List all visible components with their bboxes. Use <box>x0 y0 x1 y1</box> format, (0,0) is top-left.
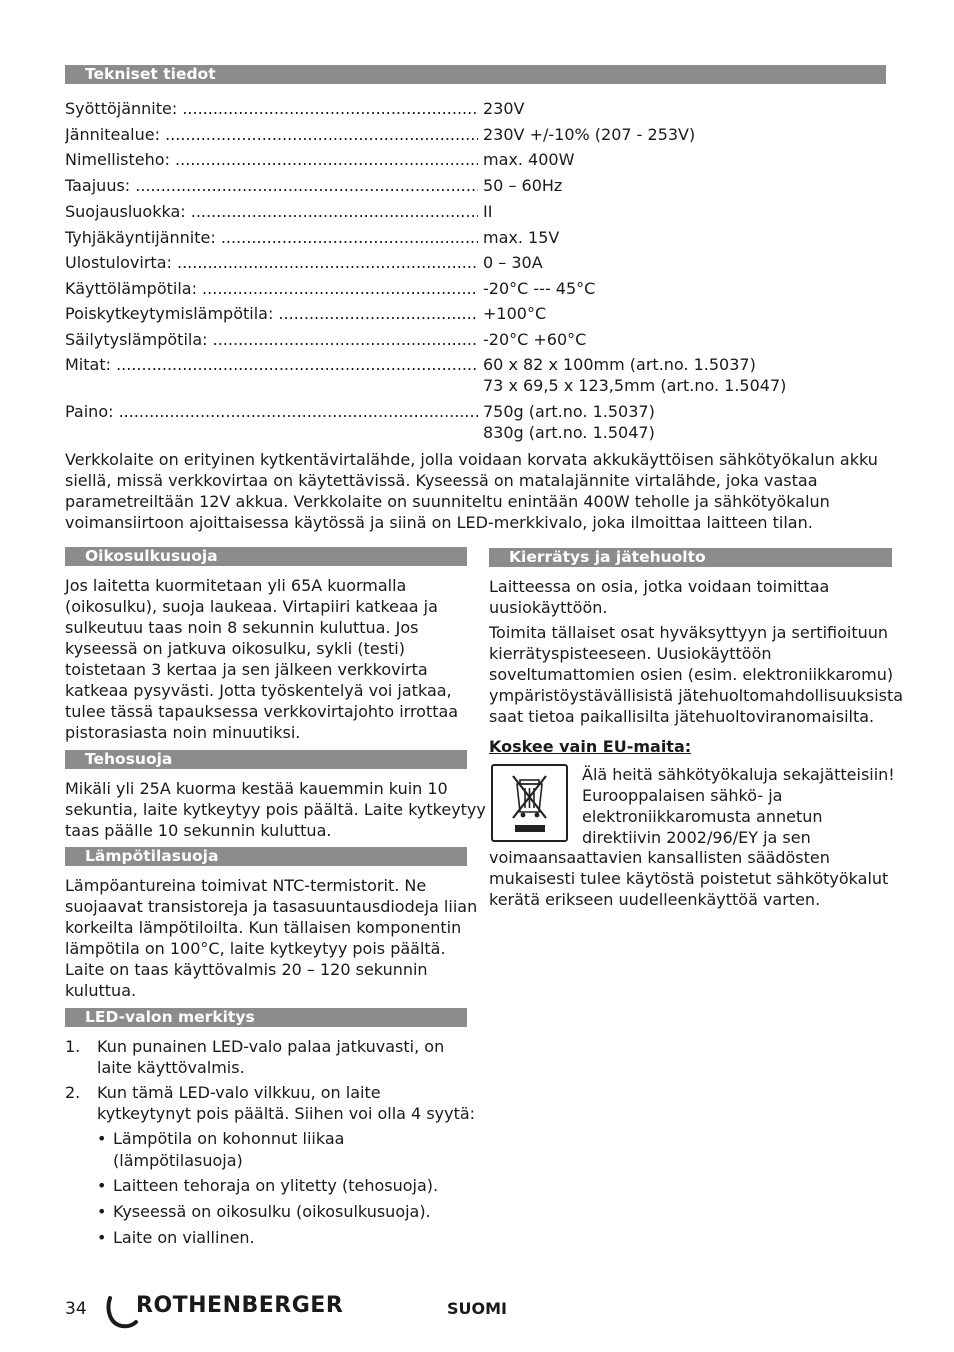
text-line: lämpötila on 100°C, laite kytkeytyy pois päältä. <box>65 939 446 958</box>
list-number: 2. <box>65 1083 81 1102</box>
list-item-text: Kun tämä LED-valo vilkkuu, on laite <box>97 1083 381 1102</box>
list-item-text: Kun punainen LED-valo palaa jatkuvasti, on <box>97 1037 445 1056</box>
section-title: Oikosulkusuoja <box>85 547 218 565</box>
spec-label: Syöttöjännite: ..... <box>65 98 478 119</box>
spec-value-line: max. 15V <box>483 228 560 247</box>
section-title: Kierrätys ja jätehuolto <box>509 548 706 566</box>
text-line: katkeaa pysyvästi. Jotta työskentelyä voi jatkaa, <box>65 681 452 700</box>
spec-value-line: 50 – 60Hz <box>483 176 563 195</box>
spec-value <box>483 149 574 170</box>
bullet-icon: • <box>97 1202 107 1221</box>
text-line: siellä, missä verkkovirtaa on käytettävissä. Kyseessä on matalajännite virtalähde, joka vastaa <box>65 471 818 490</box>
text-line: voimaansaattavien kansallisten säädösten <box>489 848 830 867</box>
spec-value <box>483 175 562 196</box>
section-header-power <box>65 750 467 769</box>
text-line: Älä heitä sähkötyökaluja sekajätteisiin! <box>582 765 895 784</box>
spec-value-line: 750g (art.no. 1.5037) <box>483 402 655 421</box>
text-line: korkeilta lämpötiloilta. Kun tällaisen komponentin <box>65 918 462 937</box>
text-line: Eurooppalaisen sähkö- ja <box>582 786 783 805</box>
bullet-text: Kyseessä on oikosulku (oikosulkusuoja). <box>113 1202 431 1221</box>
text-line: saat tietoa paikallisilta jätehuoltoviranomaisilta. <box>489 707 875 726</box>
bullet-text: Laite on viallinen. <box>113 1228 255 1247</box>
text-line: elektroniikkaromusta annetun <box>582 807 823 826</box>
text-line: toistetaan 3 kertaa ja sen jälkeen verkkovirta <box>65 660 428 679</box>
text-line: Lämpöantureina toimivat NTC-termistorit. Ne <box>65 876 427 895</box>
bullet-text: Lämpötila on kohonnut liikaa <box>113 1129 345 1148</box>
spec-value <box>483 252 543 273</box>
spec-label: Nimellisteho: ..... <box>65 149 478 170</box>
text-line: voimansiirtoon ajoittaisessa käytössä ja siinä on LED-merkkivalo, joka ilmoittaa laitteen tilan. <box>65 513 813 532</box>
spec-label: Paino: ..... <box>65 401 478 422</box>
spec-value-line: II <box>483 202 493 221</box>
rothenberger-logo-icon <box>104 1292 140 1336</box>
text-line: kuluttua. <box>65 981 137 1000</box>
text-line: suojaavat transistoreja ja tasasuuntausdiodeja liian <box>65 897 478 916</box>
section-title: LED-valon merkitys <box>85 1008 255 1026</box>
section-title: Lämpötilasuoja <box>85 847 219 865</box>
spec-value <box>483 278 595 299</box>
spec-value-line: -20°C +60°C <box>483 330 587 349</box>
text-line: Verkkolaite on erityinen kytkentävirtalähde, jolla voidaan korvata akkukäyttöisen sähkötyökalun akku <box>65 450 878 469</box>
text-line: uusiokäyttöön. <box>489 598 608 617</box>
page-number: 34 <box>65 1299 87 1319</box>
spec-value <box>483 303 546 324</box>
spec-value-line: +100°C <box>483 304 547 323</box>
bullet-text: (lämpötilasuoja) <box>113 1151 243 1170</box>
text-line: Jos laitetta kuormitetaan yli 65A kuormalla <box>65 576 407 595</box>
spec-value <box>483 354 786 396</box>
spec-value-line: 230V <box>483 99 525 118</box>
spec-label: Säilytyslämpötila: ..... <box>65 329 478 350</box>
bullet-icon: • <box>97 1176 107 1195</box>
spec-label: Suojausluokka: ..... <box>65 201 478 222</box>
spec-value <box>483 98 524 119</box>
spec-label: Käyttölämpötila: ..... <box>65 278 478 299</box>
text-line: kierrätyspisteeseen. Uusiokäyttöön <box>489 644 772 663</box>
text-line: Laite on taas käyttövalmis 20 – 120 sekunnin <box>65 960 428 979</box>
section-header-recycling <box>489 548 892 567</box>
spec-label: Taajuus: ..... <box>65 175 478 196</box>
text-line: ympäristöystävällisistä jätehuoltomahdollisuuksista <box>489 686 904 705</box>
spec-value <box>483 201 492 222</box>
text-line: tulee tässä tapauksessa verkkovirtajohto irrottaa <box>65 702 459 721</box>
section-title: Tekniset tiedot <box>85 65 216 83</box>
spec-value <box>483 124 695 145</box>
bullet-icon: • <box>97 1129 107 1148</box>
text-line: pistorasiasta noin minuutiksi. <box>65 723 301 742</box>
list-number: 1. <box>65 1037 81 1056</box>
list-item-text: laite käyttövalmis. <box>97 1058 245 1077</box>
text-line: sulkeutuu taas noin 8 sekunnin kuluttua. Jos <box>65 618 419 637</box>
spec-value <box>483 227 559 248</box>
spec-value-line: max. 400W <box>483 150 575 169</box>
spec-label: Ulostulovirta: ..... <box>65 252 478 273</box>
spec-value-line: 73 x 69,5 x 123,5mm (art.no. 1.5047) <box>483 376 787 395</box>
spec-value <box>483 329 586 350</box>
list-item-text: kytkeytynyt pois päältä. Siihen voi olla 4 syytä: <box>97 1104 476 1123</box>
text-line: direktiivin 2002/96/EY ja sen <box>582 828 811 847</box>
text-line: soveltumattomien osien (esim. elektroniikkaromu) <box>489 665 894 684</box>
text-line: Mikäli yli 25A kuorma kestää kauemmin kuin 10 <box>65 779 448 798</box>
text-line: parametreiltään 12V akkua. Verkkolaite on suunniteltu enintään 400W teholle ja sähkötyökalun <box>65 492 830 511</box>
spec-label: Poiskytkeytymislämpötila: ..... <box>65 303 478 324</box>
text-line: sekuntia, laite kytkeytyy pois päältä. Laite kytkeytyy <box>65 800 486 819</box>
weee-crossed-bin-icon <box>491 764 568 842</box>
text-line: taas päälle 10 sekunnin kuluttua. <box>65 821 332 840</box>
text-line: kerätä erikseen uudelleenkäyttöä varten. <box>489 890 821 909</box>
spec-value-line: 830g (art.no. 1.5047) <box>483 423 655 442</box>
text-line: mukaisesti tulee käytöstä poistetut sähkötyökalut <box>489 869 889 888</box>
brand-logo-text: ROTHENBERGER <box>136 1293 344 1318</box>
text-line: Laitteessa on osia, jotka voidaan toimittaa <box>489 577 830 596</box>
text-line: kyseessä on jatkuva oikosulku, sykli (testi) <box>65 639 405 658</box>
language-label: SUOMI <box>447 1299 507 1318</box>
spec-label: Jännitealue: ..... <box>65 124 478 145</box>
spec-value-line: 60 x 82 x 100mm (art.no. 1.5037) <box>483 355 756 374</box>
section-header-led <box>65 1008 467 1027</box>
spec-label: Tyhjäkäyntijännite: ..... <box>65 227 478 248</box>
section-header-technical <box>65 65 886 84</box>
spec-value-line: -20°C --- 45°C <box>483 279 596 298</box>
spec-label: Mitat: ..... <box>65 354 478 375</box>
spec-value-line: 0 – 30A <box>483 253 543 272</box>
section-title: Tehosuoja <box>85 750 173 768</box>
spec-value <box>483 401 655 443</box>
spec-value-line: 230V +/-10% (207 - 253V) <box>483 125 696 144</box>
eu-heading: Koskee vain EU-maita: <box>489 737 692 756</box>
section-header-thermal <box>65 847 467 866</box>
text-line: (oikosulku), suoja laukeaa. Virtapiiri katkeaa ja <box>65 597 438 616</box>
bullet-text: Laitteen tehoraja on ylitetty (tehosuoja). <box>113 1176 439 1195</box>
bullet-icon: • <box>97 1228 107 1247</box>
text-line: Toimita tällaiset osat hyväksyttyyn ja sertifioituun <box>489 623 889 642</box>
section-header-short-circuit <box>65 547 467 566</box>
